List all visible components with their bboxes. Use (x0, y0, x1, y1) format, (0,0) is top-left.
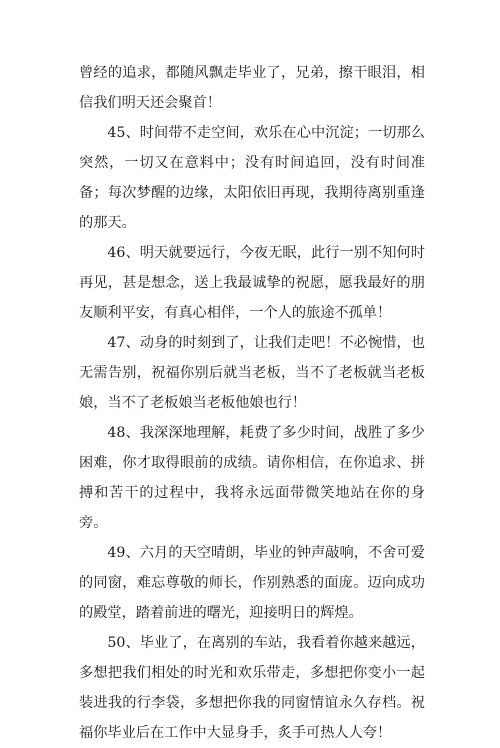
paragraph-47: 47、动身的时刻到了，让我们走吧！不必惋惜，也无需告别，祝福你别后就当老板，当不了老板就当老板娘，当不了老板娘当老板他娘也行！ (79, 335, 425, 411)
paragraph-46: 46、明天就要远行，今夜无眠，此行一别不知何时再见，甚是想念，送上我最诚挚的祝愿，愿我最好的朋友顺利平安，有真心相伴，一个人的旅途不孤单！ (79, 245, 425, 321)
paragraph-48: 48、我深深地理解，耗费了多少时间，战胜了多少困难，你才取得眼前的成绩。请你相信，在你追求、拼搏和苦干的过程中，我将永远面带微笑地站在你的身旁。 (79, 425, 425, 531)
paragraph-50: 50、毕业了，在离别的车站，我看着你越来越远，多想把我们相处的时光和欢乐带走，多想把你变小一起装进我的行李袋，多想把你我的同窗情谊永久存档。祝福你毕业后在工作中大显身手，炙手可热人人夸！ (79, 635, 425, 741)
document-body (79, 58, 425, 748)
paragraph-45: 45、时间带不走空间，欢乐在心中沉淀；一切那么突然，一切又在意料中；没有时间追回，没有时间准备；每次梦醒的边缘，太阳依旧再现，我期待离别重逢的那天。 (79, 125, 425, 231)
paragraph-49: 49、六月的天空晴朗，毕业的钟声敲响，不舍可爱的同窗，难忘尊敬的师长，作别熟悉的面庞。迈向成功的殿堂，踏着前进的曙光，迎接明日的辉煌。 (79, 545, 425, 621)
paragraph-continued: 曾经的追求，都随风飘走毕业了，兄弟，擦干眼泪，相信我们明天还会聚首！ (79, 65, 425, 111)
